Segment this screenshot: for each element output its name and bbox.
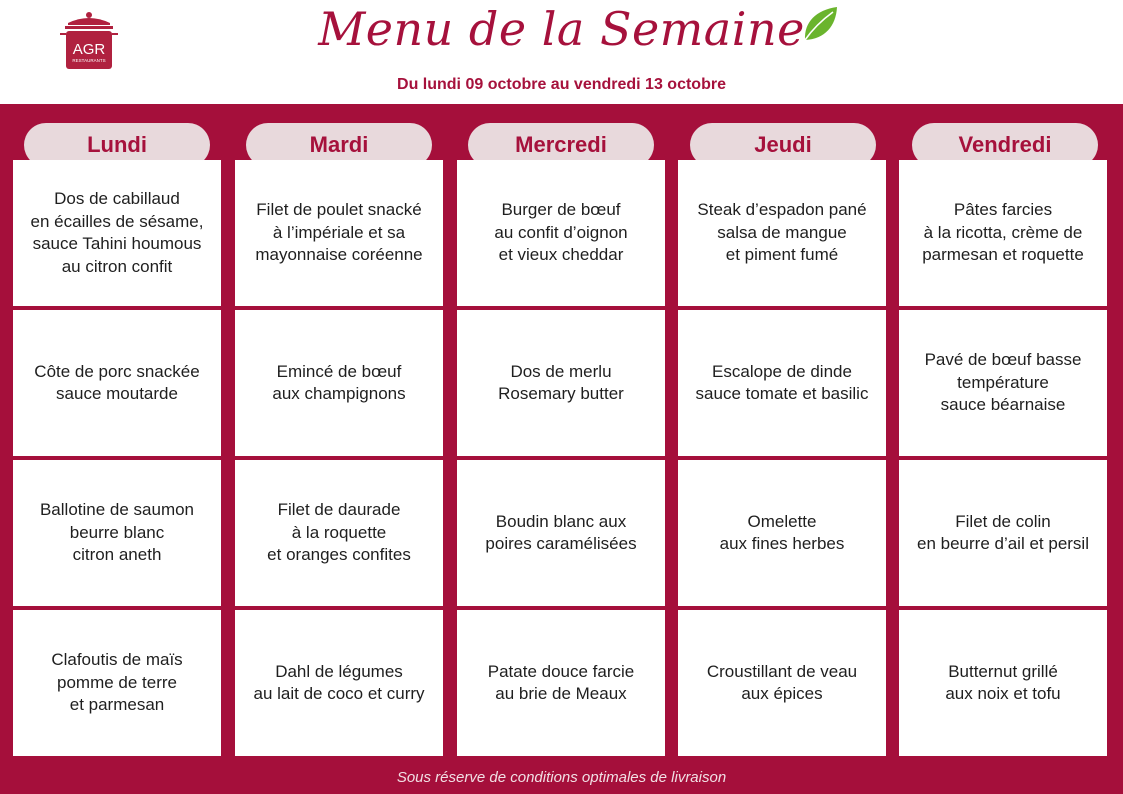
dish-name: Côte de porc snackée sauce moutarde bbox=[34, 361, 200, 403]
day-header-mercredi: Mercredi bbox=[468, 123, 654, 167]
dish-cell bbox=[899, 160, 1107, 306]
dish-name: Filet de poulet snacké à l’impériale et sa mayonnaise coréenne bbox=[255, 200, 423, 265]
day-header-mardi: Mardi bbox=[246, 123, 432, 167]
dish-name: Emincé de bœuf aux champignons bbox=[272, 361, 406, 403]
dish-name: Dos de merlu Rosemary butter bbox=[498, 361, 624, 403]
dish-name: Pâtes farcies à la ricotta, crème de parmesan et roquette bbox=[922, 200, 1084, 265]
header bbox=[0, 0, 1123, 104]
dish-name: Omelette aux fines herbes bbox=[719, 511, 845, 553]
dish-name: Butternut grillé aux noix et tofu bbox=[945, 661, 1061, 703]
dish-cell bbox=[678, 460, 886, 606]
dish-name: Pavé de bœuf basse température sauce béarnaise bbox=[924, 350, 1082, 415]
dish-name: Clafoutis de maïs pomme de terre et parmesan bbox=[51, 650, 183, 715]
dish-name: Dos de cabillaud en écailles de sésame, sauce Tahini houmous au citron confit bbox=[30, 189, 204, 276]
dish-cell bbox=[678, 310, 886, 456]
dish-name: Ballotine de saumon beurre blanc citron aneth bbox=[39, 500, 195, 565]
dish-cell bbox=[13, 460, 221, 606]
dish-cell bbox=[899, 610, 1107, 756]
dish-name: Escalope de dinde sauce tomate et basilic bbox=[695, 361, 869, 403]
disclaimer: Sous réserve de conditions optimales de livraison bbox=[396, 769, 727, 786]
dish-cell bbox=[678, 160, 886, 306]
dish-name: Boudin blanc aux poires caramélisées bbox=[485, 511, 637, 553]
page-title: Menu de la Semaine bbox=[318, 2, 805, 56]
day-header-vendredi: Vendredi bbox=[912, 123, 1098, 167]
dish-cell bbox=[678, 610, 886, 756]
dish-cell bbox=[235, 610, 443, 756]
day-header-lundi: Lundi bbox=[24, 123, 210, 167]
dish-cell bbox=[13, 310, 221, 456]
dish-cell bbox=[457, 310, 665, 456]
date-range: Du lundi 09 octobre au vendredi 13 octobre bbox=[397, 76, 726, 93]
dish-cell bbox=[457, 610, 665, 756]
dish-name: Burger de bœuf au confit d’oignon et vieux cheddar bbox=[494, 200, 628, 265]
dish-cell bbox=[899, 310, 1107, 456]
dish-name: Filet de colin en beurre d’ail et persil bbox=[917, 511, 1089, 553]
dish-name: Steak d’espadon pané salsa de mangue et piment fumé bbox=[697, 200, 867, 265]
dish-cell bbox=[235, 310, 443, 456]
dish-cell bbox=[13, 160, 221, 306]
dish-cell bbox=[235, 160, 443, 306]
logo-tagline-text: RESTAURANTS bbox=[72, 58, 106, 63]
dish-name: Filet de daurade à la roquette et oranges confites bbox=[267, 500, 411, 565]
logo-brand-text: AGR bbox=[72, 41, 106, 58]
dish-name: Patate douce farcie au brie de Meaux bbox=[487, 661, 635, 703]
leaf-icon bbox=[800, 4, 840, 44]
day-header-jeudi: Jeudi bbox=[690, 123, 876, 167]
dish-cell bbox=[13, 610, 221, 756]
dish-cell bbox=[235, 460, 443, 606]
dish-cell bbox=[457, 460, 665, 606]
dish-name: Dahl de légumes au lait de coco et curry bbox=[253, 661, 425, 703]
dish-cell bbox=[457, 160, 665, 306]
dish-name: Croustillant de veau aux épices bbox=[706, 661, 858, 703]
dish-cell bbox=[899, 460, 1107, 606]
